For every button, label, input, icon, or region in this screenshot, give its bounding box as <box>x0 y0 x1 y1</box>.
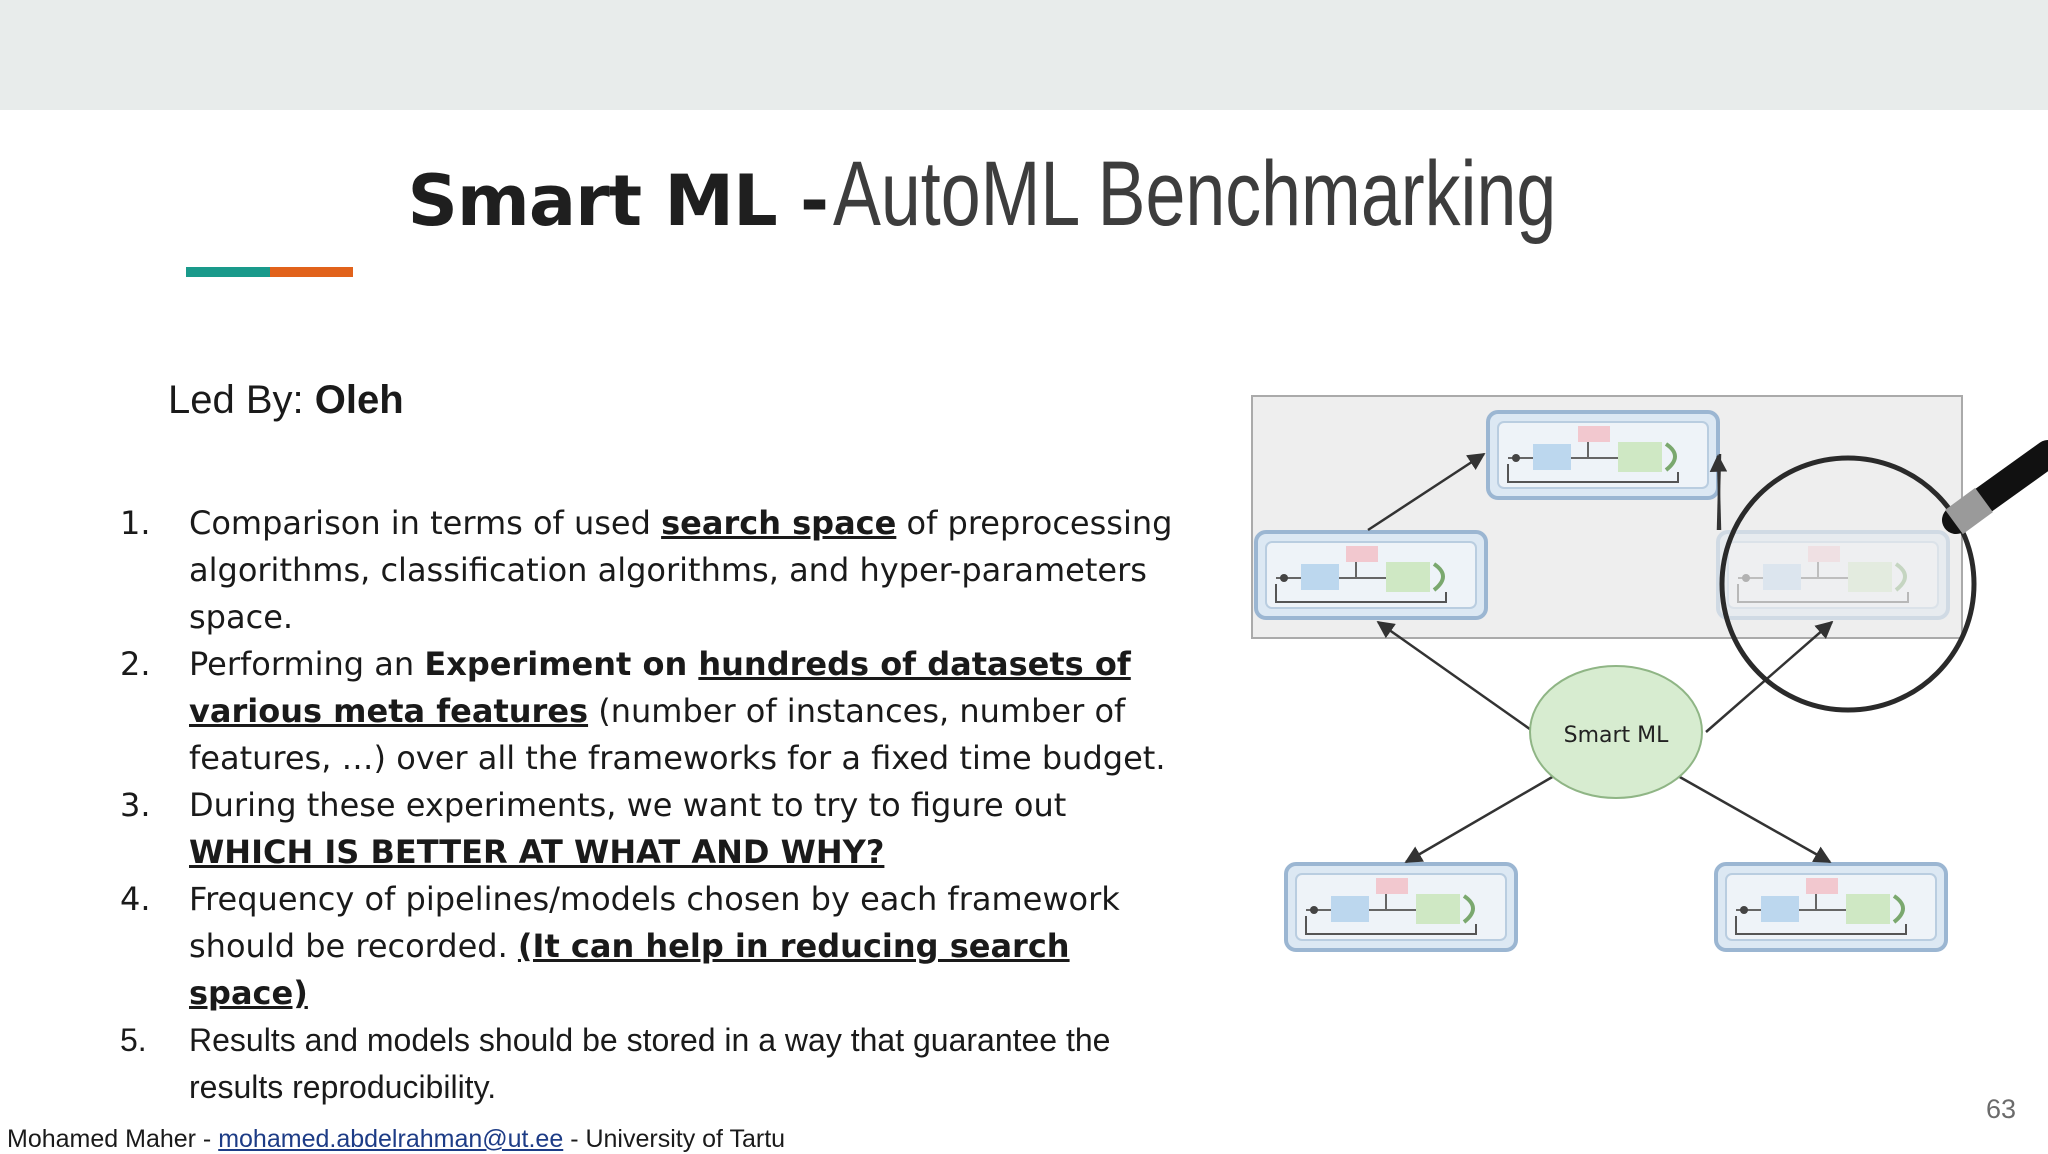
smart-ml-diagram <box>1248 392 2048 972</box>
item-text: During these experiments, we want to try to figure out <box>189 786 1067 824</box>
pipeline-box-top <box>1488 412 1718 498</box>
item-number: 1. <box>120 504 151 542</box>
arrow <box>1678 776 1830 862</box>
list-item <box>110 782 1190 876</box>
footer-email-link[interactable]: mohamed.abdelrahman@ut.ee <box>218 1125 564 1153</box>
led-by-name: Oleh <box>314 378 404 422</box>
item-number: 5. <box>120 1022 147 1058</box>
footer-author: Mohamed Maher - <box>7 1125 219 1153</box>
footer-affiliation: - University of Tartu <box>563 1125 786 1153</box>
led-by-label: Led By: <box>168 378 304 422</box>
item-emphasis: (It can help in reducing search space) <box>189 927 1070 1012</box>
item-text: Comparison in terms of used <box>189 504 662 542</box>
list-item <box>110 1017 1190 1111</box>
item-text: Performing an <box>189 645 425 683</box>
page-number: 63 <box>1985 1094 2016 1124</box>
smart-ml-node-label: Smart ML <box>1563 723 1669 748</box>
magnifier-collar <box>1954 500 1984 522</box>
footer <box>7 1125 785 1154</box>
item-emphasis: hundreds of datasets of various meta features <box>189 645 1131 730</box>
item-list <box>110 500 1190 1111</box>
pipeline-box-right <box>1718 532 1948 618</box>
item-text: Results and models should be stored in a way that guarantee the results reproducibility. <box>189 1022 1111 1105</box>
item-text: (number of instances, number of features, …) over all the frameworks for a fixed time budget. <box>189 692 1166 777</box>
item-emphasis: WHICH IS BETTER AT WHAT AND WHY? <box>189 833 885 871</box>
item-number: 3. <box>120 786 151 824</box>
slide-title <box>0 143 2048 245</box>
item-emphasis: search space <box>661 504 897 542</box>
item-emphasis: Experiment on <box>424 645 699 683</box>
list-item <box>110 500 1190 641</box>
title-bold-part: Smart ML - <box>407 160 829 242</box>
arrow <box>1406 776 1554 862</box>
pipeline-box-bottom-right <box>1716 864 1946 950</box>
pipeline-box-bottom-left <box>1286 864 1516 950</box>
item-number: 2. <box>120 645 151 683</box>
item-text: Frequency of pipelines/models chosen by each framework should be recorded. <box>189 880 1120 965</box>
list-item <box>110 641 1190 782</box>
item-number: 4. <box>120 880 151 918</box>
item-text: of preprocessing algorithms, classification algorithms, and hyper-parameters space. <box>189 504 1173 636</box>
led-by <box>168 378 404 423</box>
title-light-part: AutoML Benchmarking <box>833 143 1557 245</box>
accent-bar-orange <box>270 267 353 277</box>
list-item <box>110 876 1190 1017</box>
accent-bar-teal <box>186 267 270 277</box>
pipeline-box-left <box>1256 532 1486 618</box>
top-band <box>0 0 2048 110</box>
